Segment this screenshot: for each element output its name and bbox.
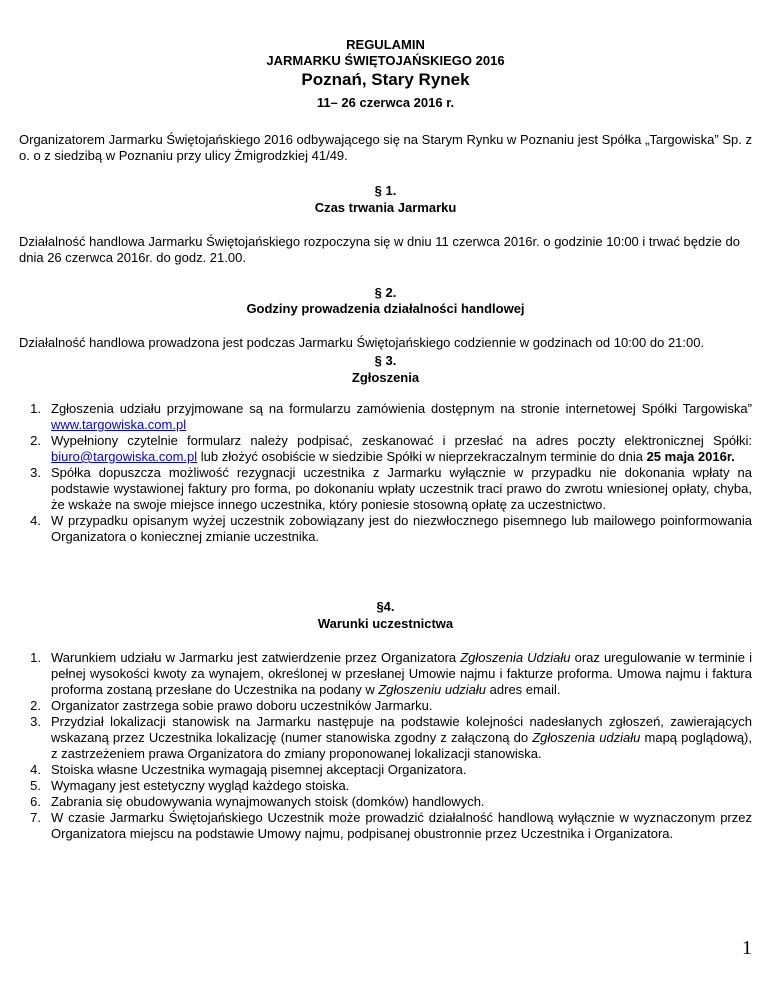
section-4-title: Warunki uczestnictwa (317, 616, 454, 631)
list-item: 1. Zgłoszenia udziału przyjmowane są na formularzu zamówienia dostępnym na stronie internetowej Spółki Targowiska” www.targowiska.com.pl (30, 401, 752, 432)
list-item: 2. Organizator zastrzega sobie prawo doboru uczestników Jarmarku. (30, 698, 433, 713)
section-1-title: Czas trwania Jarmarku (314, 200, 457, 215)
list-item: 4. W przypadku opisanym wyżej uczestnik zobowiązany jest do niezwłocznego pisemnego lub mailowego poinformowania Organizatora o koniecznej zmianie uczestnika. (30, 513, 752, 544)
doc-location: Poznań, Stary Rynek (301, 70, 470, 89)
section-2-text: Działalność handlowa prowadzona jest podczas Jarmarku Świętojańskiego codziennie w godzinach od 10:00 do 21:00. (19, 335, 705, 350)
doc-dates: 11– 26 czerwca 2016 r. (316, 95, 455, 110)
section-3-title: Zgłoszenia (351, 370, 420, 385)
intro-paragraph: Organizatorem Jarmarku Świętojańskiego 2016 odbywającego się na Starym Rynku w Poznaniu jest Spółka „Targowiska” Sp. z o. o z siedzibą w Poznaniu przy ulicy Żmigrodzkiej 41/49. (19, 132, 752, 163)
list-item: 3. Przydział lokalizacji stanowisk na Jarmarku następuje na podstawie kolejności nadesłanych zgłoszeń, zawierających wskazaną przez Uczestnika lokalizację (numer stanowiska zgodny z załączoną do Zgłoszenia udziału mapą poglądową), z zastrzeżeniem prawa Organizatora do zmiany proponowanej lokalizacji stanowiska. (30, 714, 752, 761)
list-item: 3. Spółka dopuszcza możliwość rezygnacji uczestnika z Jarmarku wyłącznie w przypadku nie dokonania wpłaty na podstawie wystawionej faktury pro forma, po dokonaniu wpłaty uczestnik traci prawo do zwrotu wniesionej opłaty, chyba, że wskaże na swoje miejsce innego uczestnika, który poniesie stosowną opłatę za uczestnictwo. (30, 465, 752, 512)
list-item: 5. Wymagany jest estetyczny wygląd każdego stoiska. (30, 778, 350, 793)
page-number: 1 (742, 937, 752, 959)
section-1-number: § 1. (374, 183, 397, 198)
list-item: 4. Stoiska własne Uczestnika wymagają pisemnej akceptacji Organizatora. (30, 762, 467, 777)
list-item: 6. Zabrania się obudowywania wynajmowanych stoisk (domków) handlowych. (30, 794, 485, 809)
section-2-number: § 2. (374, 285, 397, 300)
section-2-title: Godziny prowadzenia działalności handlowej (246, 301, 525, 316)
list-item: 1. Warunkiem udziału w Jarmarku jest zatwierdzenie przez Organizatora Zgłoszenia Udziału oraz uregulowanie w terminie i pełnej wysokości kwoty za wynajem, określonej w przesłanej Umowie najmu i fakturze proforma. Umowa najmu i faktura proforma zostaną przesłane do Uczestnika na podany w Zgłoszeniu udziału adres email. (30, 650, 752, 697)
doc-title: REGULAMIN (346, 37, 425, 52)
email-link[interactable]: biuro@targowiska.com.pl (51, 449, 198, 464)
list-item: 7. W czasie Jarmarku Świętojańskiego Uczestnik może prowadzić działalność handlową wyłącznie w wyznaczonym przez Organizatora miejscu na podstawie Umowy najmu, podpisanej obustronnie przez Uczestnika i Organizatora. (30, 810, 752, 841)
section-4-number: §4. (376, 599, 395, 614)
section-3-number: § 3. (374, 353, 397, 368)
section-3-list (19, 401, 752, 545)
doc-subtitle: JARMARKU ŚWIĘTOJAŃSKIEGO 2016 (266, 53, 505, 68)
section-4-list (19, 650, 752, 842)
website-link[interactable]: www.targowiska.com.pl (51, 417, 187, 432)
list-item: 2. Wypełniony czytelnie formularz należy podpisać, zeskanować i przesłać na adres poczty elektronicznej Spółki: biuro@targowiska.com.pl lub złożyć osobiście w siedzibie Spółki w nieprzekraczalnym terminie do dnia 25 maja 2016r. (30, 433, 752, 464)
section-1-text: Działalność handlowa Jarmarku Świętojańskiego rozpoczyna się w dniu 11 czerwca 2016r. o godzinie 10:00 i trwać będzie do dnia 26 czerwca 2016r. do godz. 21.00. (19, 234, 740, 265)
